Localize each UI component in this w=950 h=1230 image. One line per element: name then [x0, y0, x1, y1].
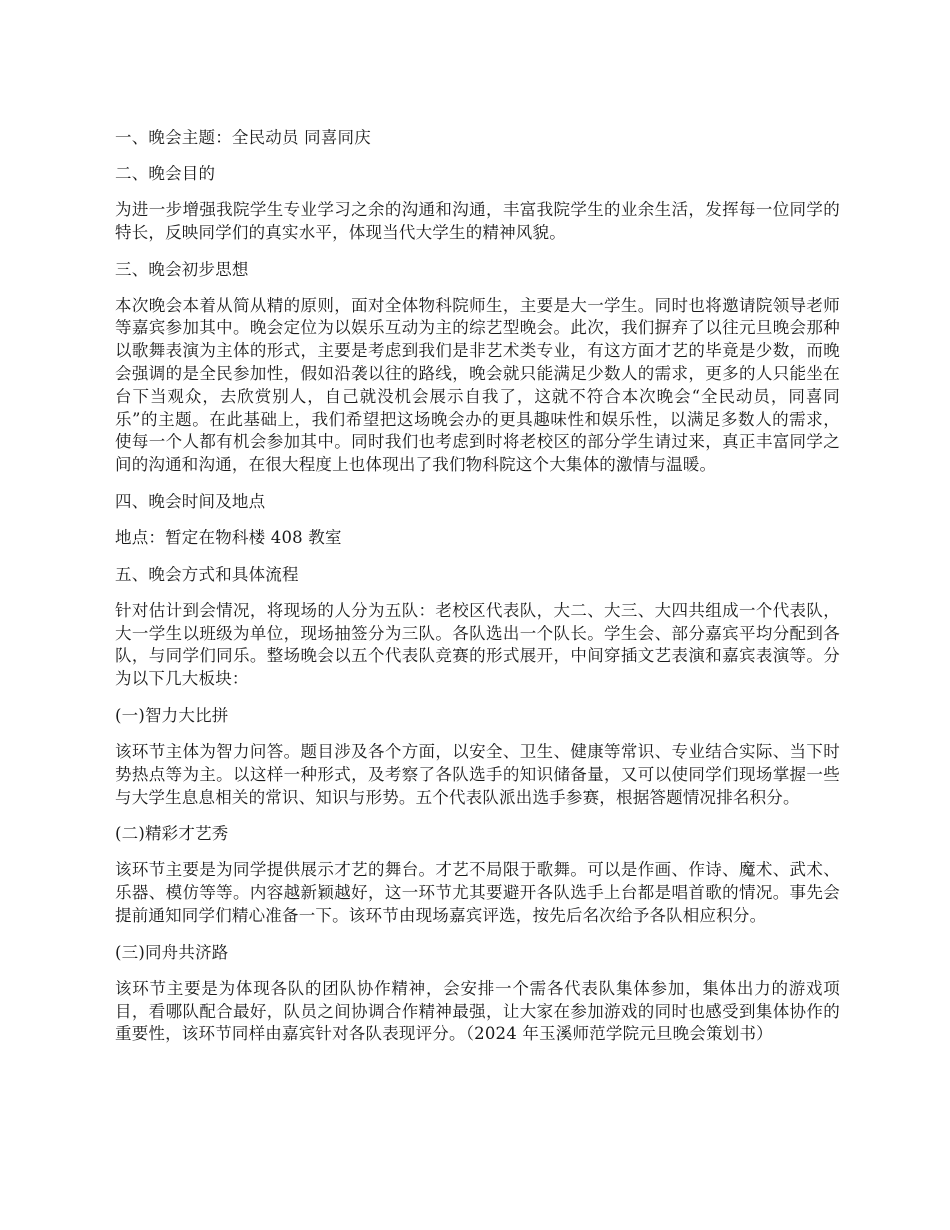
paragraph-teamwork: 该环节主要是为体现各队的团队协作精神，会安排一个需各代表队集体参加，集体出力的游戏项目，看哪队配合最好，队员之间协调合作精神最强，让大家在参加游戏的同时也感受到集体协作的重要性，该环节同样由嘉宾针对各队表现评分。（2024 年玉溪师范学院元旦晚会策划书）: [115, 978, 840, 1044]
paragraph-purpose: 为进一步增强我院学生专业学习之余的沟通和沟通，丰富我院学生的业余生活，发挥每一位同学的特长，反映同学们的真实水平，体现当代大学生的精神风貌。: [115, 200, 840, 242]
section-heading-time-place: 四、晚会时间及地点: [115, 491, 266, 511]
paragraph-quiz: 该环节主体为智力问答。题目涉及各个方面，以安全、卫生、健康等常识、专业结合实际、当下时势热点等为主。以这样一种形式，及考察了各队选手的知识储备量，又可以使同学们现场掌握一些与大学生息息相关的常识、知识与形势。五个代表队派出选手参赛，根据答题情况排名积分。: [115, 741, 840, 807]
section-heading-purpose: 二、晚会目的: [115, 164, 216, 183]
subsection-heading-quiz: (一)智力大比拼: [115, 705, 229, 725]
paragraph-location: 地点：暂定在物科楼 408 教室: [115, 527, 342, 547]
section-heading-theme: 一、晚会主题：全民动员 同喜同庆: [115, 128, 371, 147]
paragraph-talent: 该环节主要是为同学提供展示才艺的舞台。才艺不局限于歌舞。可以是作画、作诗、魔术、武术、乐器、模仿等等。内容越新颖越好，这一环节尤其要避开各队选手上台都是唱首歌的情况。事先会提前通知同学们精心准备一下。该环节由现场嘉宾评选，按先后名次给予各队相应积分。: [115, 860, 840, 925]
section-heading-concept: 三、晚会初步思想: [115, 259, 249, 279]
document-page: [115, 127, 840, 1060]
paragraph-format: 针对估计到会情况，将现场的人分为五队：老校区代表队，大二、大三、大四共组成一个代表队，大一学生以班级为单位，现场抽签分为三队。各队选出一个队长。学生会、部分嘉宾平均分配到各队，与同学们同乐。整场晚会以五个代表队竞赛的形式展开，中间穿插文艺表演和嘉宾表演等。分为以下几大板块：: [115, 600, 840, 689]
section-heading-format-flow: 五、晚会方式和具体流程: [115, 564, 299, 584]
subsection-heading-talent: (二)精彩才艺秀: [115, 824, 229, 844]
paragraph-concept: 本次晚会本着从简从精的原则，面对全体物科院师生，主要是大一学生。同时也将邀请院领导老师等嘉宾参加其中。晚会定位为以娱乐互动为主的综艺型晚会。此次，我们摒弃了以往元旦晚会那种以歌舞表演为主体的形式，主要是考虑到我们是非艺术类专业，有这方面才艺的毕竟是少数，而晚会强调的是全民参加性，假如沿袭以往的路线，晚会就只能满足少数人的需求，更多的人只能坐在台下当观众，去欣赏别人，自己就没机会展示自我了，这就不符合本次晚会“全民动员，同喜同乐”的主题。在此基础上，我们希望把这场晚会办的更具趣味性和娱乐性，以满足多数人的需求，使每一个人都有机会参加其中。同时我们也考虑到时将老校区的部分学生请过来，真正丰富同学之间的沟通和沟通，在很大程度上也体现出了我们物科院这个大集体的激情与温暖。: [115, 295, 840, 475]
subsection-heading-teamwork: (三)同舟共济路: [115, 942, 229, 962]
